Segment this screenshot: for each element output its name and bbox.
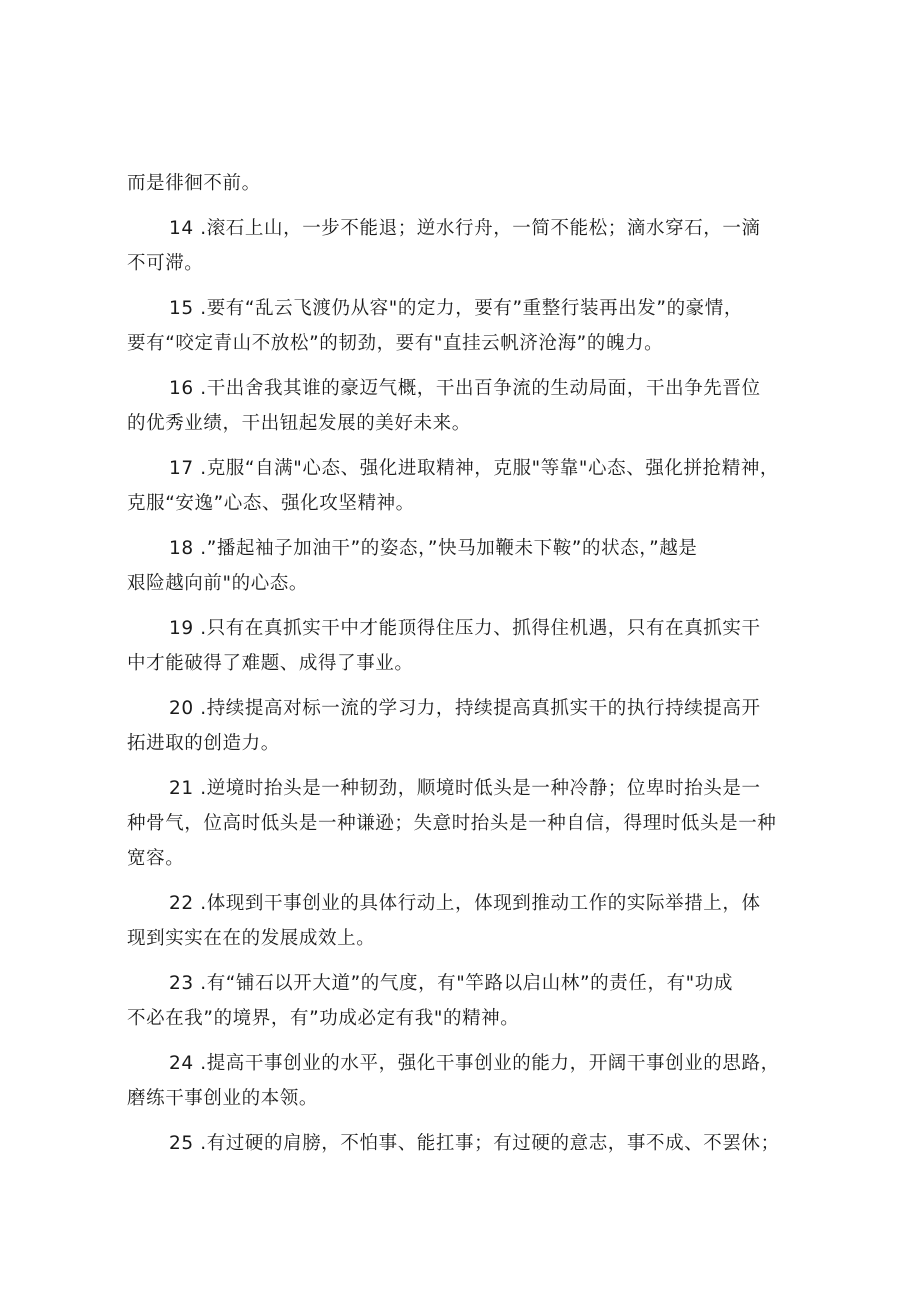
paragraph-line: 拓进取的创造力。 [127, 733, 280, 754]
paragraph [127, 886, 807, 956]
paragraph-line: 要有“咬定青山不放松”的韧劲，要有"直挂云帆济沧海”的魄力。 [127, 333, 664, 354]
paragraph [127, 611, 807, 681]
paragraph-line: 15 .要有“乱云飞渡仍从容"的定力，要有”重整行装再出发”的豪情， [169, 298, 743, 319]
paragraph-line: 16 .干出舍我其谁的豪迈气概，干出百争流的生动局面，干出争先晋位 [169, 378, 761, 399]
paragraph-line: 21 .逆境时抬头是一种韧劲，顺境时低头是一种冷静；位卑时抬头是一 [169, 778, 761, 799]
paragraph [127, 211, 807, 281]
paragraph-line: 不必在我”的境界，有”功成必定有我"的精神。 [127, 1008, 520, 1029]
paragraph-line: 17 .克服“自满"心态、强化进取精神，克服"等靠"心态、强化拼抢精神， [169, 458, 780, 479]
paragraph-line: 磨练干事创业的本领。 [127, 1088, 319, 1109]
paragraph-line: 25 .有过硬的肩膀，不怕事、能扛事；有过硬的意志，事不成、不罢休； [169, 1133, 780, 1154]
paragraph [127, 531, 807, 601]
paragraph [127, 1126, 807, 1161]
paragraph-line: 22 .体现到干事创业的具体行动上，体现到推动工作的实际举措上，体 [169, 893, 761, 914]
paragraph [127, 451, 807, 521]
paragraph [127, 691, 807, 761]
paragraph-line: 而是徘徊不前。 [127, 173, 261, 194]
paragraph-line: 克服“安逸”心态、强化攻坚精神。 [127, 493, 415, 514]
paragraph-line: 种骨气，位高时低头是一种谦逊；失意时抬头是一种自信，得理时低头是一种 [127, 813, 777, 834]
paragraph-line: 的优秀业绩，干出钮起发展的美好未来。 [127, 413, 471, 434]
paragraph [127, 291, 807, 361]
paragraph-line: 不可滞。 [127, 253, 204, 274]
paragraph-line: 20 .持续提高对标一流的学习力，持续提高真抓实干的执行持续提高开 [169, 698, 761, 719]
paragraph [127, 166, 807, 201]
paragraph [127, 966, 807, 1036]
paragraph [127, 771, 807, 876]
paragraph-line: 宽容。 [127, 848, 185, 869]
document-body [127, 166, 807, 1171]
paragraph [127, 371, 807, 441]
paragraph-line: 14 .滚石上山，一步不能退；逆水行舟，一简不能松；滴水穿石，一滴 [169, 218, 761, 239]
paragraph-line: 23 .有“铺石以开大道”的气度，有"竿路以启山林”的责任，有"功成 [169, 973, 733, 994]
paragraph [127, 1046, 807, 1116]
paragraph-line: 艰险越向前"的心态。 [127, 573, 309, 594]
paragraph-line: 24 .提高干事创业的水平，强化干事创业的能力，开阔干事创业的思路， [169, 1053, 780, 1074]
paragraph-line: 18 .”播起袖子加油干”的姿态，”快马加鞭未下鞍”的状态，”越是 [169, 538, 698, 559]
paragraph-line: 中才能破得了难题、成得了事业。 [127, 653, 414, 674]
paragraph-line: 19 .只有在真抓实干中才能顶得住压力、抓得住机遇，只有在真抓实干 [169, 618, 761, 639]
paragraph-line: 现到实实在在的发展成效上。 [127, 928, 376, 949]
